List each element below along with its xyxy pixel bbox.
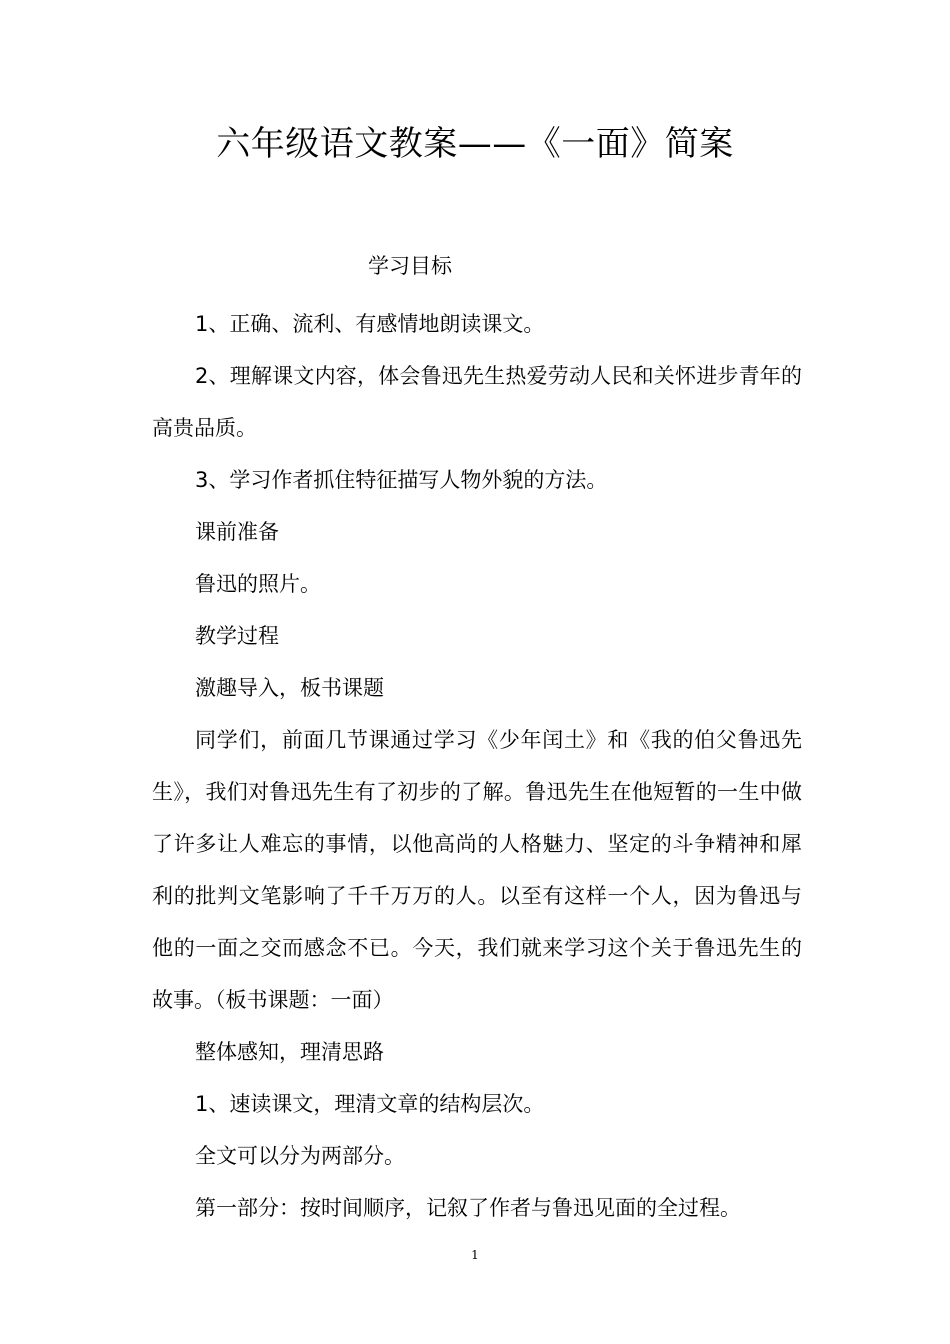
heading-preparation: 课前准备 — [195, 520, 279, 544]
paragraph-introduction: 同学们，前面几节课通过学习《少年闰土》和《我的伯父鲁迅先生》，我们对鲁迅先生有了初步的了解。鲁迅先生在他短暂的一生中做了许多让人难忘的事情，以他高尚的人格魅力、坚定的斗争精神和犀利的批判文笔影响了千千万万的人。以至有这样一个人，因为鲁迅与他的一面之交而感念不已。今天，我们就来学习这个关于鲁迅先生的故事。（板书课题：一面） — [152, 728, 802, 1012]
paragraph-goal-3: 3、学习作者抓住特征描写人物外貌的方法。 — [195, 468, 608, 492]
paragraph-part-one: 第一部分：按时间顺序，记叙了作者与鲁迅见面的全过程。 — [195, 1196, 741, 1220]
paragraph-preparation: 鲁迅的照片。 — [195, 572, 321, 596]
heading-introduction: 激趣导入，板书课题 — [195, 676, 384, 700]
document-body — [152, 298, 802, 1234]
page-number: 1 — [471, 1248, 479, 1262]
heading-teaching-process: 教学过程 — [195, 624, 279, 648]
heading-overall-perception: 整体感知，理清思路 — [195, 1040, 384, 1064]
paragraph-two-parts: 全文可以分为两部分。 — [195, 1144, 405, 1168]
paragraph-goal-2: 2、理解课文内容，体会鲁迅先生热爱劳动人民和关怀进步青年的高贵品质。 — [152, 364, 802, 440]
paragraph-step-1: 1、速读课文，理清文章的结构层次。 — [195, 1092, 545, 1116]
section-heading-learning-goals: 学习目标 — [368, 254, 452, 278]
document-title: 六年级语文教案——《一面》简案 — [216, 124, 734, 164]
paragraph-goal-1: 1、正确、流利、有感情地朗读课文。 — [195, 312, 545, 336]
